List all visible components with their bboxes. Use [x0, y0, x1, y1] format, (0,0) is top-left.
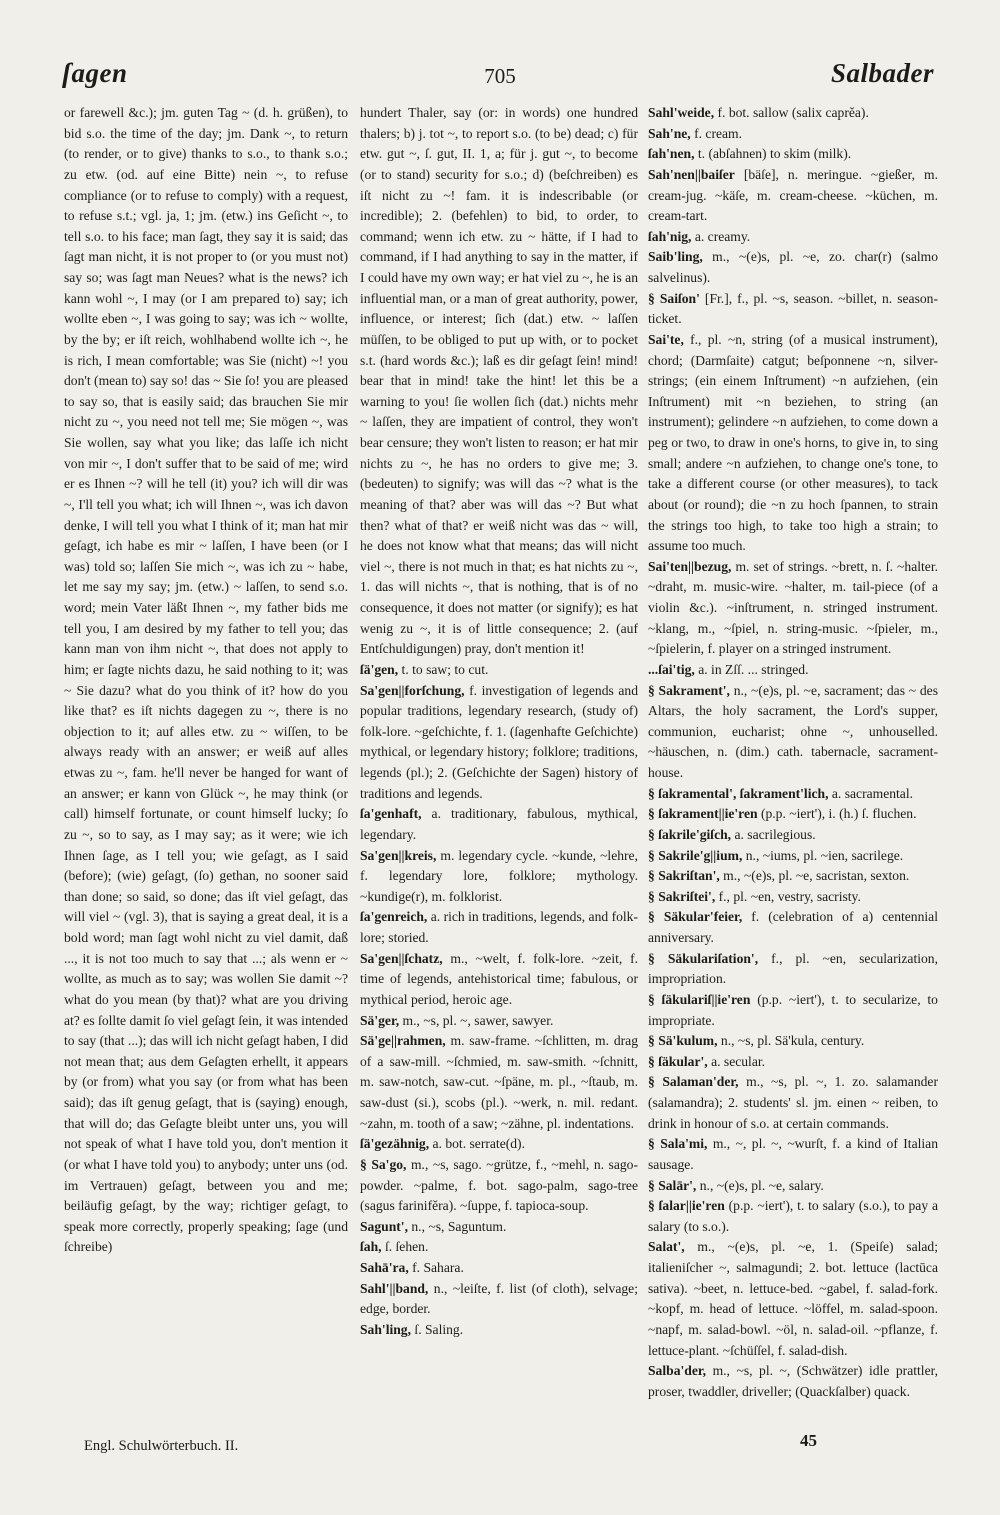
- column-2: [360, 103, 638, 1433]
- headword: Sahā'ra,: [360, 1260, 409, 1275]
- definition: a. creamy.: [691, 228, 751, 244]
- dictionary-entry: [648, 103, 938, 124]
- dictionary-entry: [360, 1258, 638, 1279]
- dictionary-entry: [360, 1320, 638, 1341]
- headword: Sä'ge||rahmen,: [360, 1033, 446, 1049]
- definition: m., ~(e)s, pl. ~e, 1. (Speiſe) salad; italieniſcher ~, salmagundi; 2. bot. lettuce (lactūca sativa). ~beet, n. lettuce-bed. ~gabel, f. salad-fork. ~kopf, m. head of lettuce. ~löffel, m. salad-spoon. ~napf, m. salad-bowl. ~öl, n. salad-oil. ~pflanze, f. lettuce-plant. ~ſchüſſel, f. salad-dish.: [648, 1239, 938, 1358]
- definition: n., ~(e)s, pl. ~e, sacrament; das ~ des Altars, the holy sacrament, the Lord's supper, communion, eucharist; ohne ~, unhouselled. ~häuschen, n. (dim.) cath. tabernacle, sacrament-house.: [648, 682, 938, 780]
- dictionary-entry: [64, 103, 348, 1258]
- definition: (p.p. ~iert'), t. to secularize, to impropriate.: [648, 991, 938, 1028]
- dictionary-entry: [360, 1217, 638, 1238]
- definition: n., ~s, Saguntum.: [407, 1218, 507, 1234]
- headword: § Sa'go,: [360, 1156, 407, 1172]
- dictionary-entry: [648, 784, 938, 805]
- definition: n., ~leiſte, f. list (of cloth), selvage; edge, border.: [360, 1280, 638, 1317]
- definition: m., ~s, sago. ~grütze, f., ~mehl, n. sago-powder. ~palme, f. bot. sago-palm, sago-tree (sagus farinifěra). ~ſuppe, f. tapioca-soup.: [360, 1156, 638, 1214]
- definition: t. (abſahnen) to skim (milk).: [694, 146, 852, 162]
- headword: Sagunt',: [360, 1218, 408, 1234]
- headword: § Salaman'der,: [648, 1074, 739, 1090]
- headword: § Sakrament',: [648, 682, 730, 698]
- headword: Sahl'||band,: [360, 1280, 429, 1296]
- headword: § ſakramental', ſakrament'lich,: [648, 785, 829, 801]
- headword: Sah'ne,: [648, 125, 691, 141]
- headword: Salba'der,: [648, 1363, 707, 1379]
- definition: (p.p. ~iert'), i. (h.) ſ. fluchen.: [757, 806, 917, 822]
- headword: ſah'nen,: [648, 146, 695, 162]
- dictionary-entry: [360, 804, 638, 845]
- definition: a. secular.: [707, 1053, 766, 1069]
- definition: f. cream.: [690, 125, 743, 141]
- definition: m. set of strings. ~brett, n. ſ. ~halter. ~draht, m. music-wire. ~halter, m. tail-piece (of a violin &c.). ~inſtrument, n. stringed instrument. ~klang, m., ~ſpiel, n. string-music. ~ſpieler, m., ~ſpielerin, f. player on a stringed instrument.: [648, 558, 938, 657]
- headword: § ſalar||ie'ren: [648, 1198, 725, 1214]
- page-number: 705: [484, 64, 516, 88]
- dictionary-entry: [648, 247, 938, 288]
- definition: [Fr.], f., pl. ~s, season. ~billet, n. season-ticket.: [648, 290, 938, 327]
- headword: Sa'gen||forſchung,: [360, 682, 465, 698]
- definition: n., ~s, pl. Sä'kula, century.: [717, 1033, 865, 1049]
- headword: § Sakriſtan',: [648, 868, 720, 884]
- headword: Salat',: [648, 1239, 685, 1255]
- headword: Sahl'weide,: [648, 105, 715, 120]
- definition: a. rich in traditions, legends, and folk-lore; storied.: [360, 909, 638, 945]
- headword: Sai'te,: [648, 331, 684, 347]
- definition: m., ~welt, f. folk-lore. ~zeit, f. time of legends, antehistorical time; fabulous, or mythical period, heroic age.: [360, 950, 638, 1007]
- headword: ſa'genreich,: [360, 909, 428, 925]
- definition: f. investigation of legends and popular traditions, legendary research, (study of) folk-lore. ~geſchichte, f. 1. (ſagenhafte Geſchichte) mythical, or legendary history; folklore; traditions, legends (pl.); 2. (Geſchichte der Sagen) history of traditions and legends.: [360, 682, 638, 801]
- dictionary-entry: [648, 887, 938, 908]
- dictionary-entry: [648, 124, 938, 145]
- headword: § Saiſon': [648, 290, 700, 306]
- headword: § Sakriſtei',: [648, 888, 716, 904]
- dictionary-entry: [648, 681, 938, 784]
- headword: § Säkular'feier,: [648, 909, 743, 925]
- dictionary-entry: [360, 907, 638, 948]
- headword: Sai'ten||bezug,: [648, 558, 732, 574]
- definition: a. in Zſſ. ... stringed.: [694, 661, 809, 677]
- dictionary-entry: [360, 846, 638, 908]
- headword: ſä'gezähnig,: [360, 1136, 430, 1152]
- dictionary-entry: [648, 825, 938, 846]
- definition: f. bot. sallow (salix caprěa).: [714, 105, 869, 120]
- definition: or farewell &c.); jm. guten Tag ~ (d. h. grüßen), to bid s.o. the time of the day; jm. Dank ~, to return (to render, or to give) thanks to s.o., to thank s.o.; zu etw. (od. auf eine Bitte) nein ~, to refuse compliance (or to refuse to comply) with a request, to refuse s.t.; vgl. ja, 1; jm. (etw.) ins Geſicht ~, to tell s.o. to his face; man ſagt, they say it is said; das ſagt man nicht, it is not proper to (or you must not) say so; was ſagt man Neues? what is the news? ich kann wohl ~, I may (or I am prepared to) say; ich wollte eben ~, I was going to say; was ich ~ wollte, by the by; er iſt reich, wohlhabend wollte ich ~, he is rich, I mean comfortable; was Sie (nicht) ~! you don't (mean to) say so! das ~ Sie ſo! you are pleased to say so, that is easily said; das brauchen Sie mir nicht zu ~, you need not tell me; Sie mögen ~, was Sie wollen, say what you like; das laſſe ich nicht von mir ~, I don't suffer that to be said of me; wird er es Ihnen ~? will he tell (it) you? ich will dir was ~, I'll tell you what; ich will Ihnen ~, was ich davon denke, I will tell you what I think of it; man hat mir geſagt, ich habe es mir ~ laſſen, I have been (or I was) told so; laſſen Sie mich ~, was ich zu ~ habe, let me say my say; jm. (etw.) ~ laſſen, to send s.o. word; mein Vater läßt Ihnen ~, my father bids me tell you, I am desired by my father to tell you; das kann man von ihm nicht ~, that does not apply to him; er ſagte nichts dazu, he said nothing to it; was ~ Sie dazu? what do you think of it? how do you like that? es iſt nichts dagegen zu ~, there is no objection to it; auf alles etw. zu ~ wiſſen, to be always ready with an answer; er weiß auf alles etwas zu ~, fam. he'll never be hanged for want of an answer; er kann von Glück ~, he may think (or call) himself fortunate, or count himself lucky; ſo zu ~, so to say, as I may say; as it were; wie ich Ihnen ſage, as I tell you; wie geſagt, as I said (before); (wie) geſagt, (ſo) gethan, no sooner said than done; so said, so done; das iſt viel geſagt, das will viel ~ (vgl. 3), that is saying a great deal, it is a bold word; man ſagt wohl nicht zu viel damit, daß ..., it is not too much to say that ...; als wenn er ~ wollte, as much as to say; was wollen Sie damit ~? what do you mean (by that)? what are you driving at? es ſollte damit ſo viel geſagt ſein, it was intended to say (that ...); das will ich nicht geſagt haben, I did not mean that; aus dem Geſagten erhellt, it appears by (or from) what you say (or from what has been said); das iſt genug geſagt, that is (saying) enough, that will do; das Geſagte bleibt unter uns, you will not speak of what I have told you, don't mention it (or what I have told you) to anybody; unter uns (od. im Vertrauen) geſagt, between you and me; beiläufig geſagt, by the way; richtiger geſagt, to speak more correctly, properly speaking; ſage (und ſchreibe): [64, 105, 348, 1255]
- footer-title: Engl. Schulwörterbuch. II.: [84, 1438, 239, 1454]
- definition: (p.p. ~iert'), t. to salary (s.o.), to pay a salary (to s.o.).: [648, 1198, 938, 1234]
- sheet-signature: 45: [800, 1431, 817, 1450]
- definition: a. traditionary, fabulous, mythical, legendary.: [360, 806, 638, 842]
- definition: a. bot. serrate(d).: [429, 1136, 525, 1152]
- definition: a. sacrilegious.: [731, 826, 816, 842]
- dictionary-entry: [648, 1052, 938, 1073]
- definition: ſ. ſehen.: [381, 1239, 429, 1255]
- dictionary-entry: [648, 1072, 938, 1134]
- headword: § Säkulariſation',: [648, 950, 759, 966]
- definition: m., ~s, pl. ~, sawer, sawyer.: [399, 1012, 554, 1028]
- headword: ſah,: [360, 1239, 382, 1255]
- headword: ſä'gen,: [360, 661, 399, 677]
- definition: ſ. Saling.: [411, 1321, 464, 1337]
- running-head-left: ſagen: [62, 58, 128, 88]
- definition: f., pl. ~en, vestry, sacristy.: [715, 888, 861, 904]
- headword: ſa'genhaft,: [360, 806, 422, 822]
- definition: m., ~s, pl. ~, 1. zo. salamander (salamandra); 2. students' sl. jm. einen ~ reiben, to drink in honour of s.o. at certain commands.: [648, 1074, 938, 1131]
- dictionary-entry: [648, 165, 938, 227]
- dictionary-entry: [648, 289, 938, 330]
- headword: Sah'nen||baiſer: [648, 166, 735, 182]
- dictionary-entry: [360, 660, 638, 681]
- headword: § ſakrament||ie'ren: [648, 806, 758, 822]
- dictionary-entry: [648, 330, 938, 557]
- dictionary-entry: [360, 1011, 638, 1032]
- headword: § Sä'kulum,: [648, 1033, 718, 1049]
- column-1: [64, 103, 348, 1433]
- dictionary-entry: [648, 1176, 938, 1197]
- definition: m., ~, pl. ~, ~wurſt, f. a kind of Italian sausage.: [648, 1136, 938, 1172]
- definition: t. to saw; to cut.: [398, 661, 489, 677]
- dictionary-entry: [648, 557, 938, 660]
- dictionary-entry: [648, 1361, 938, 1402]
- definition: a. sacramental.: [828, 785, 914, 801]
- headword: § ſakrile'giſch,: [648, 826, 732, 842]
- headword: § Salār',: [648, 1177, 697, 1193]
- dictionary-entry: [648, 1134, 938, 1175]
- dictionary-entry: [360, 1279, 638, 1320]
- dictionary-entry: [360, 103, 638, 660]
- definition: f., pl. ~en, secularization, impropriation.: [648, 950, 938, 987]
- definition: f. Sahara.: [408, 1260, 464, 1275]
- headword: ſah'nig,: [648, 228, 692, 244]
- headword: Sa'gen||ſchatz,: [360, 950, 443, 966]
- headword: Saib'ling,: [648, 249, 703, 265]
- dictionary-entry: [648, 949, 938, 990]
- definition: m. saw-frame. ~ſchlitten, m. drag of a saw-mill. ~ſchmied, m. saw-smith. ~ſchnitt, m. saw-notch, saw-cut. ~ſpäne, m. pl., ~ſtaub, m. saw-dust (si.), scobs (pl.). ~werk, n. mil. redant. ~zahn, m. tooth of a saw; ~zähne, pl. indentations.: [360, 1033, 638, 1131]
- dictionary-entry: [360, 1031, 638, 1134]
- dictionary-entry: [648, 227, 938, 248]
- definition: f. (celebration of a) centennial anniversary.: [648, 909, 938, 945]
- headword: § Sala'mi,: [648, 1136, 708, 1152]
- definition: f., pl. ~n, string (of a musical instrument), chord; (Darmſaite) catgut; beſponnene ~n, silver-strings; (ein einem Inſtrument) ~n aufziehen, (ein Inſtrument) mit ~n beziehen, to string (an instrument); gelindere ~n aufziehen, to come down a peg or two, to draw in one's horns, to give in, to sing small; andere ~n aufziehen, to change one's tone, to take a different course (or other measures), to tack about (or round); die ~n zu hoch ſpannen, to strain the strings too high, to take too high a strain; to assume too much.: [648, 331, 938, 554]
- dictionary-entry: [648, 907, 938, 948]
- dictionary-entry: [648, 660, 938, 681]
- dictionary-entry: [360, 681, 638, 805]
- dictionary-entry: [360, 1134, 638, 1155]
- dictionary-entry: [648, 144, 938, 165]
- headword: ...ſai'tig,: [648, 661, 695, 677]
- running-head-right: Salbader: [830, 58, 934, 88]
- headword: § ſäkular',: [648, 1053, 708, 1069]
- dictionary-entry: [648, 866, 938, 887]
- definition: m., ~(e)s, pl. ~e, sacristan, sexton.: [719, 868, 910, 884]
- definition: m. legendary cycle. ~kunde, ~lehre, f. legendary lore, folklore; mythology. ~kundige(r), m. folklorist.: [360, 847, 638, 904]
- definition: [bäſe], n. meringue. ~gießer, m. cream-jug. ~käſe, m. cream-cheese. ~küchen, m. cream-tart.: [648, 166, 938, 224]
- definition: n., ~iums, pl. ~ien, sacrilege.: [742, 847, 904, 863]
- dictionary-entry: [648, 990, 938, 1031]
- column-3: [648, 103, 938, 1433]
- definition: hundert Thaler, say (or: in words) one hundred thalers; b) j. tot ~, to report s.o. (to be) dead; c) für etw. gut ~, ſ. gut, II. 1, a; für j. gut ~, to become (or to stand) security for s.o.; d) (beſchreiben) es iſt nicht zu ~! fam. it is indescribable (or incredible); 2. (befehlen) to bid, to order, to command; wenn ich etw. zu ~ hätte, if I had to command, if I had anything to say in the matter, if I could have my own way; er hat viel zu ~, he is an influential man, or a man of great authority, power, influence, or interest; ſich (dat.) etw. ~ laſſen müſſen, to be obliged to put up with, or to pocket s.t. (hard words &c.); laß es dir geſagt ſein! mind! bear that in mind! take the hint! let this be a warning to you! ſie wollen ſich (dat.) nichts mehr ~ laſſen, they are impatient of control, they won't bear censure; they won't listen to reason; er hat mir nichts zu ~, he has no orders to give me; 3. (bedeuten) to signify; was will das ~? what is the meaning of that? aber was will das ~? But what then? what of that? er weiß nicht was das ~ will, he does not know what that means; das will nicht viel ~, there is not much in that; es hat nichts zu ~, 1. das will nichts ~, that is nothing, that is of no consequence, it does not matter (or signify); es hat wenig zu ~, it is of little consequence; 2. (auf Entſchuldigungen) pray, don't mention it!: [360, 105, 638, 657]
- dictionary-entry: [648, 846, 938, 867]
- dictionary-entry: [648, 804, 938, 825]
- dictionary-entry: [360, 1237, 638, 1258]
- headword: Sah'ling,: [360, 1321, 412, 1337]
- dictionary-entry: [648, 1237, 938, 1361]
- dictionary-entry: [648, 1196, 938, 1237]
- definition: m., ~s, pl. ~, (Schwätzer) idle prattler, proser, twaddler, driveller; (Quackſalber) quack.: [648, 1363, 938, 1399]
- definition: n., ~(e)s, pl. ~e, salary.: [696, 1177, 824, 1193]
- headword: Sa'gen||kreis,: [360, 847, 437, 863]
- headword: § Sakrile'g||ium,: [648, 847, 743, 863]
- definition: m., ~(e)s, pl. ~e, zo. char(r) (salmo salvelinus).: [648, 249, 938, 285]
- headword: Sä'ger,: [360, 1012, 400, 1028]
- dictionary-entry: [648, 1031, 938, 1052]
- dictionary-entry: [360, 1155, 638, 1217]
- headword: § ſäkulariſ||ie'ren: [648, 991, 751, 1007]
- dictionary-entry: [360, 949, 638, 1011]
